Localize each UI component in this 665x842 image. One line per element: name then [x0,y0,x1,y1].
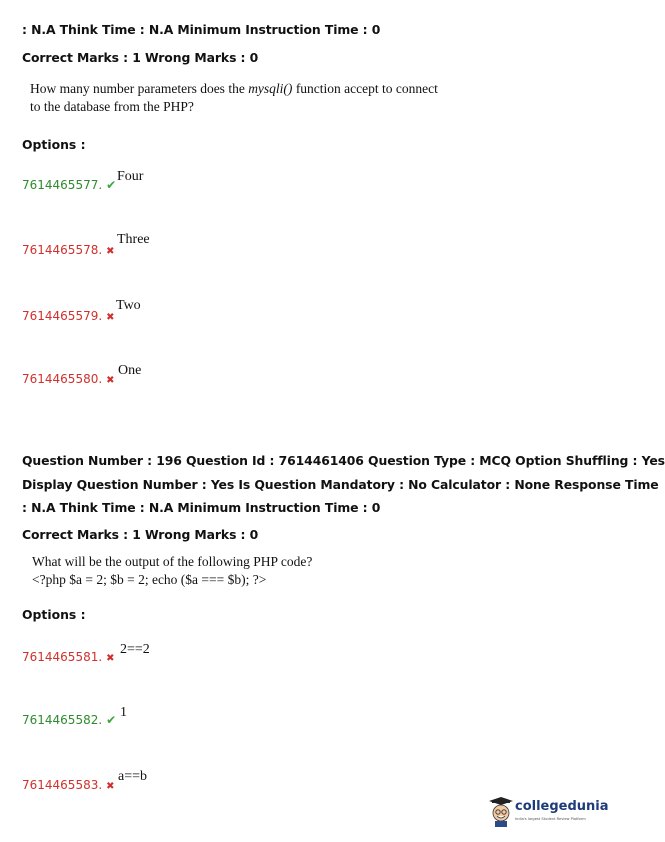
option-id-text: 7614465578. [22,243,103,257]
q1-option-id [22,178,116,192]
q1-option-text: One [118,363,142,378]
option-id-text: 7614465582. [22,713,103,727]
q2-meta-line1: Question Number : 196 Question Id : 7614461406 Question Type : MCQ Option Shuffling : Yes [22,453,665,468]
q1-option-id [22,372,115,386]
q1-meta-line: : N.A Think Time : N.A Minimum Instruction Time : 0 [22,22,381,37]
q1-text-line2: to the database from the PHP? [30,99,194,114]
q1-option-id [22,243,115,257]
cross-icon: ✖ [106,375,115,386]
q1-text-part: How many number parameters does the [30,81,249,96]
q2-text-line1: What will be the output of the following PHP code? [32,554,313,569]
q1-text-part: function accept to connect [292,81,438,96]
cross-icon: ✖ [106,653,115,664]
q2-option-id [22,778,115,792]
q2-option-id [22,650,115,664]
cross-icon: ✖ [106,246,115,257]
option-id-text: 7614465583. [22,778,103,792]
q1-func-name: mysqli() [248,81,293,96]
q2-option-text: 1 [120,705,127,720]
option-id-text: 7614465581. [22,650,103,664]
q2-code-line: <?php $a = 2; $b = 2; echo ($a === $b); ?> [32,572,267,587]
q2-marks: Correct Marks : 1 Wrong Marks : 0 [22,527,259,542]
q1-option-text: Two [116,298,141,313]
q1-option-text: Four [117,169,144,184]
logo-wordmark: collegedunia [515,799,609,814]
check-icon: ✔ [106,713,117,727]
cross-icon: ✖ [106,781,115,792]
q2-question-text [32,553,312,589]
option-id-text: 7614465579. [22,309,103,323]
cross-icon: ✖ [106,312,115,323]
mascot-icon [489,797,513,827]
q2-options-label: Options : [22,607,86,622]
q2-option-text: 2==2 [120,642,150,657]
q1-option-id [22,309,115,323]
logo-tagline: India's largest Student Review Platform [515,817,586,821]
q2-meta-line2: Display Question Number : Yes Is Question Mandatory : No Calculator : None Response Time [22,477,659,492]
q1-question-text [30,80,438,116]
q1-options-label: Options : [22,137,86,152]
q2-option-text: a==b [118,769,148,784]
q1-option-text: Three [117,232,150,247]
q2-option-id [22,713,116,727]
option-id-text: 7614465580. [22,372,103,386]
check-icon: ✔ [106,178,117,192]
q1-marks: Correct Marks : 1 Wrong Marks : 0 [22,50,259,65]
option-id-text: 7614465577. [22,178,103,192]
q2-meta-line3: : N.A Think Time : N.A Minimum Instruction Time : 0 [22,500,381,515]
collegedunia-logo [489,797,609,831]
